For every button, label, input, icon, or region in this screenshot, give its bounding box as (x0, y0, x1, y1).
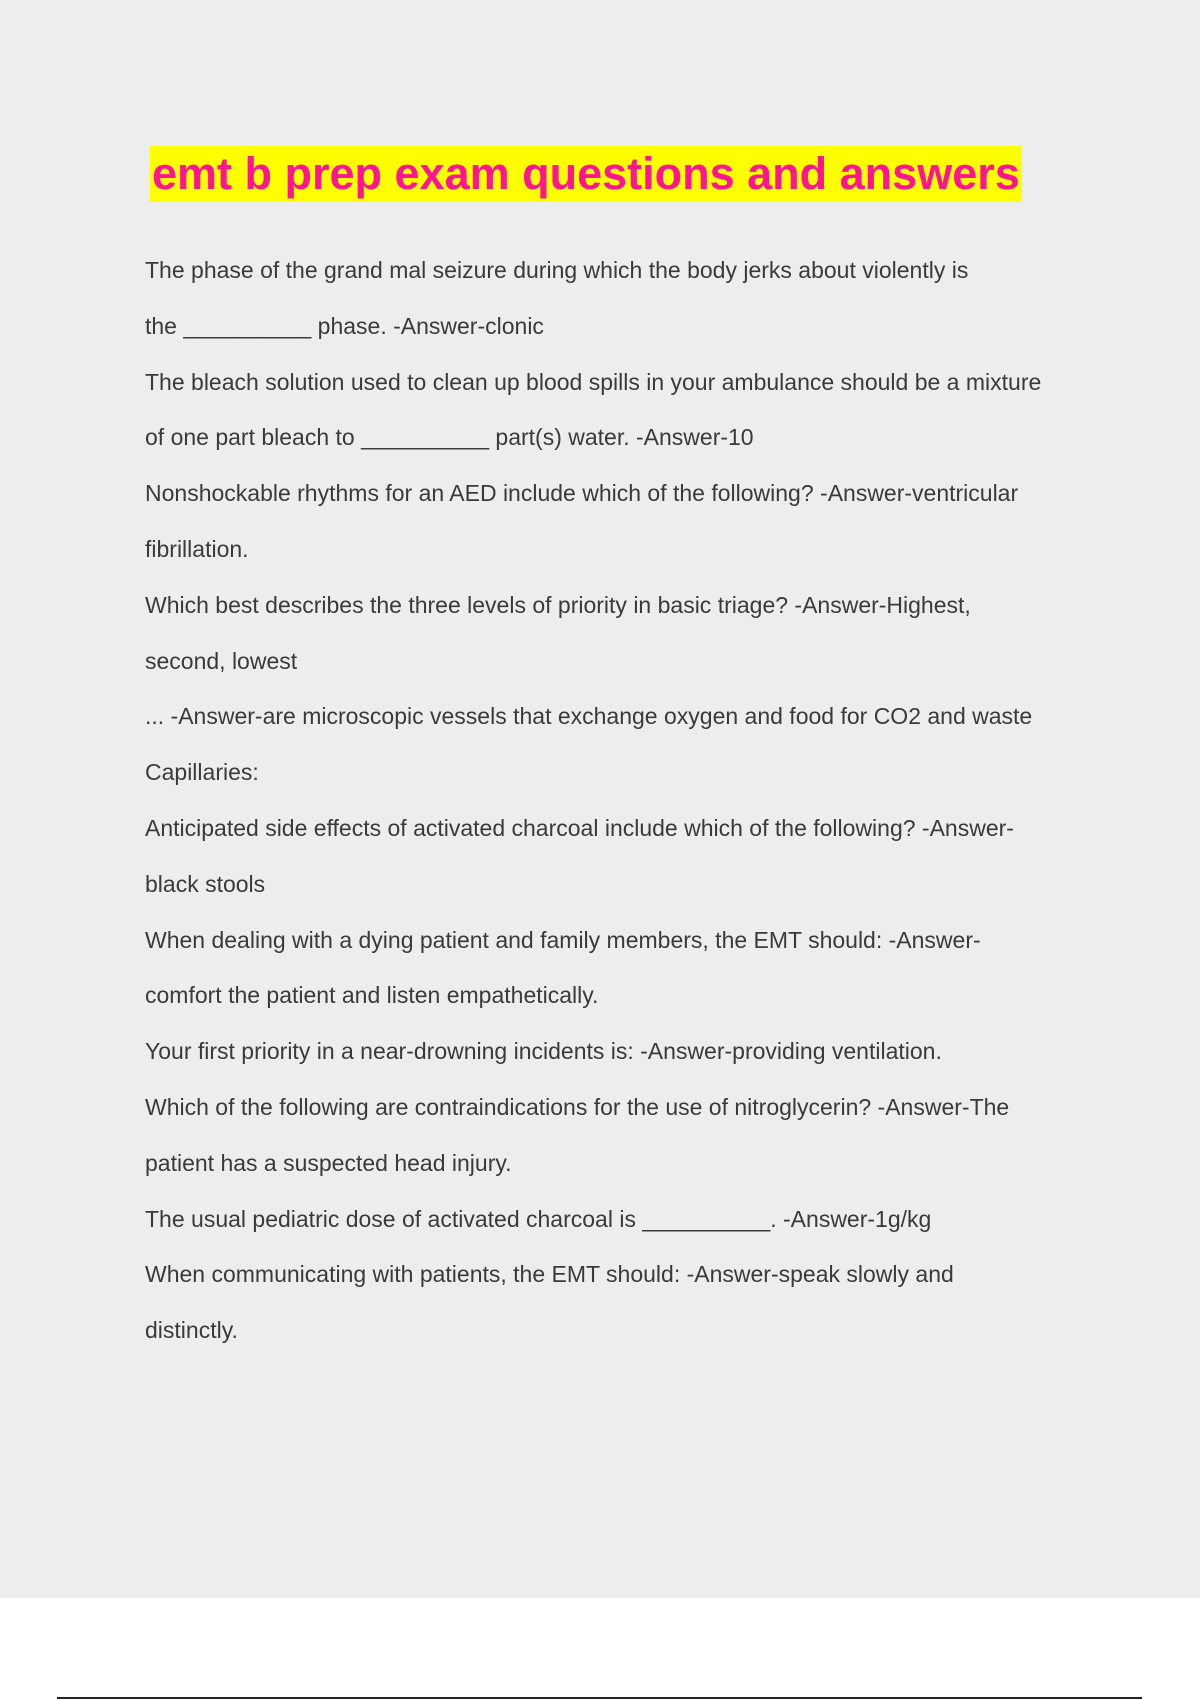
text-line: patient has a suspected head injury. (145, 1149, 512, 1176)
footer-divider (57, 1697, 1142, 1699)
text-line: distinctly. (145, 1317, 238, 1344)
document-title: emt b prep exam questions and answers (150, 146, 1022, 202)
text-line: ... -Answer-are microscopic vessels that exchange oxygen and food for CO2 and waste (145, 703, 1033, 730)
text-line: second, lowest (145, 647, 298, 674)
text-line: comfort the patient and listen empathetically. (145, 982, 599, 1009)
text-line: the __________ phase. -Answer-clonic (145, 312, 544, 339)
text-line: Nonshockable rhythms for an AED include which of the following? -Answer-ventricular (145, 480, 1019, 507)
text-line: When communicating with patients, the EMT should: -Answer-speak slowly and (145, 1261, 954, 1288)
text-line: The bleach solution used to clean up blood spills in your ambulance should be a mixture (145, 368, 1042, 395)
text-line: fibrillation. (145, 535, 249, 562)
text-line: Which best describes the three levels of priority in basic triage? -Answer-Highest, (145, 591, 971, 618)
text-line: The phase of the grand mal seizure during which the body jerks about violently is (145, 257, 969, 283)
text-line: black stools (145, 870, 266, 897)
text-line: When dealing with a dying patient and family members, the EMT should: -Answer- (145, 926, 981, 953)
text-line: The usual pediatric dose of activated charcoal is __________. -Answer-1g/kg (145, 1205, 932, 1232)
title-container (150, 146, 1022, 202)
text-line: Capillaries: (145, 759, 259, 786)
text-line: of one part bleach to __________ part(s) water. -Answer-10 (145, 424, 754, 451)
document-body (145, 243, 1095, 1359)
text-line: Your first priority in a near-drowning incidents is: -Answer-providing ventilation. (145, 1038, 942, 1065)
text-line: Which of the following are contraindications for the use of nitroglycerin? -Answer-The (145, 1093, 1010, 1120)
text-line: Anticipated side effects of activated charcoal include which of the following? -Answer- (145, 814, 1014, 841)
